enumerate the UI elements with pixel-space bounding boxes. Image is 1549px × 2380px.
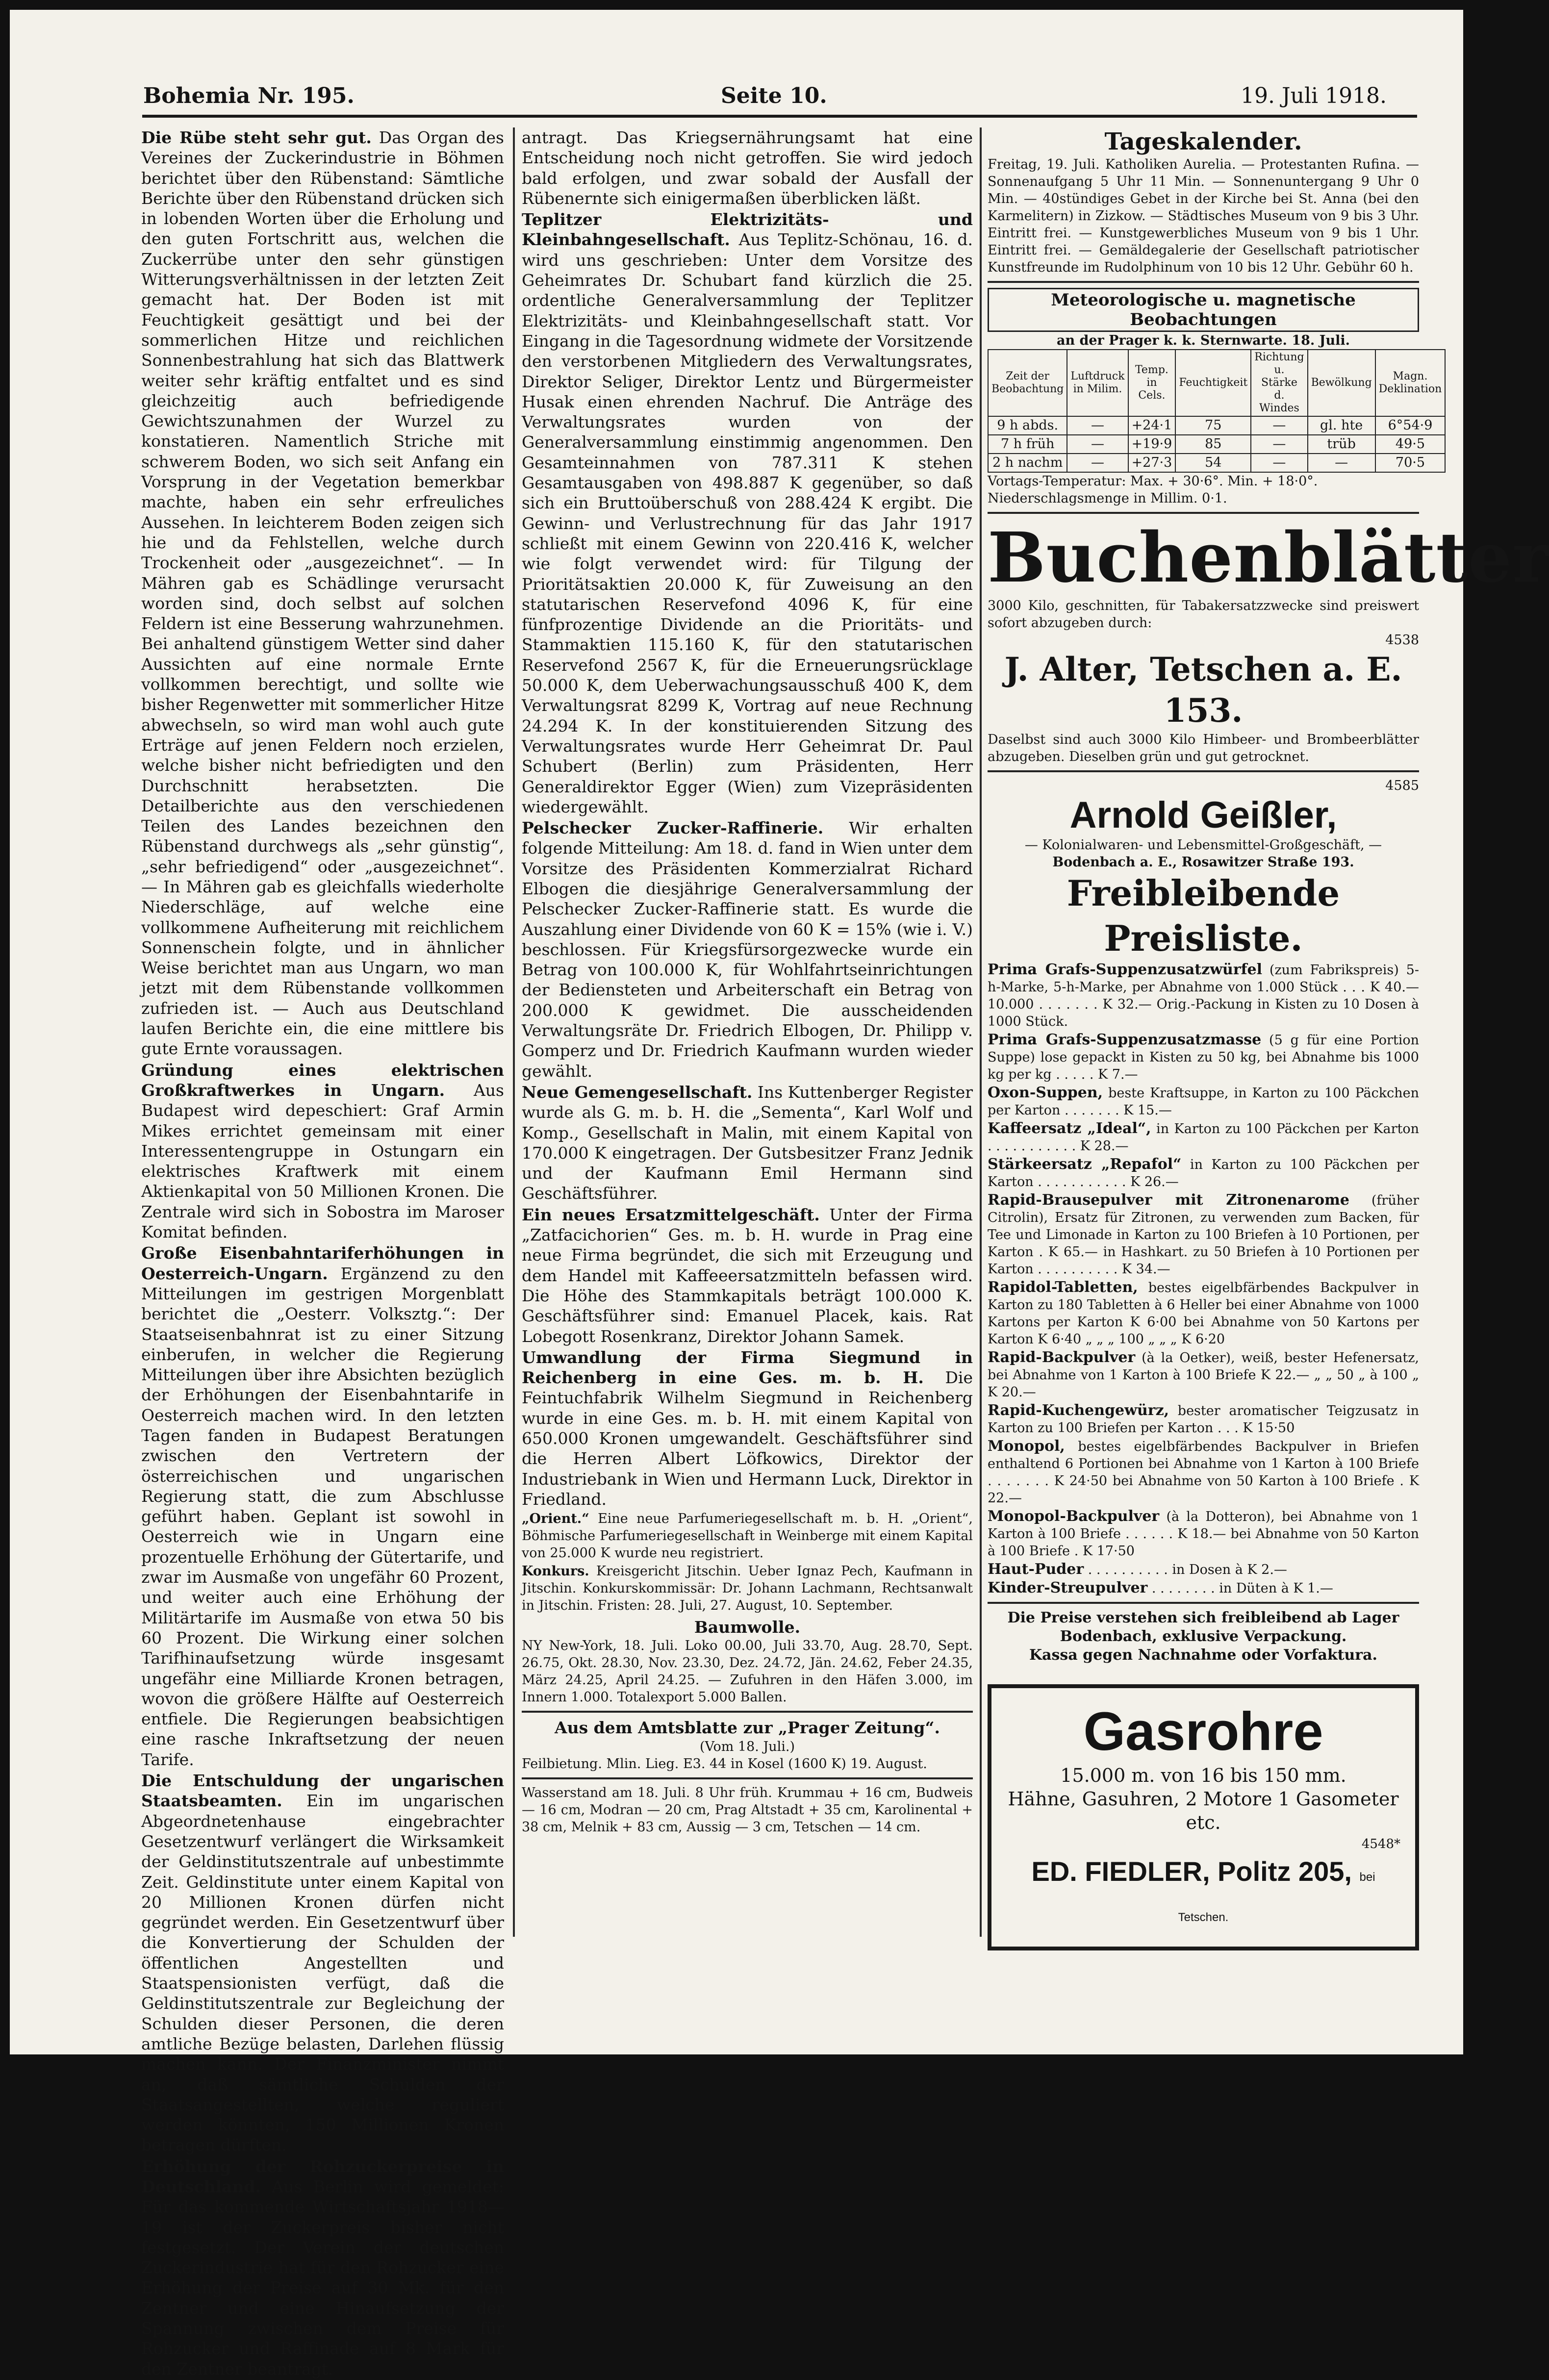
pricelist-footer-payment: Kassa gegen Nachnahme oder Vorfaktura. xyxy=(1029,1646,1377,1664)
article-body: Kreisgericht Jitschin. Ueber Ignaz Pech, Kaufmann in Jitschin. Konkurskommissär: Dr. Johann Lachmann, Rechtsanwalt in Jitschin. Fristen: 28. Juli, 27. August, 10. September. xyxy=(522,1564,973,1614)
newspaper-page xyxy=(10,10,1549,2379)
meteo-header-cell: Zeit der Beobachtung xyxy=(988,350,1067,416)
meteo-cell: gl. hte xyxy=(1308,416,1375,435)
ad-geissler-address: Bodenbach a. E., Rosawitzer Straße 193. xyxy=(1052,855,1354,870)
article-headline: „Orient.“ xyxy=(522,1511,589,1527)
ad-buchenblaetter-text2: Daselbst sind auch 3000 Kilo Himbeer- und Brombeerblätter abzugeben. Dieselben grün und gut getrocknet. xyxy=(988,732,1419,764)
meteo-note-precipitation: Niederschlagsmenge in Millim. 0·1. xyxy=(988,491,1227,506)
separator xyxy=(522,1777,973,1779)
ad-gasrohre-title: Gasrohre xyxy=(1083,1701,1323,1762)
amtsblatt-heading: Aus dem Amtsblatte zur „Prager Zeitung“. xyxy=(555,1718,940,1738)
meteo-cell: trüb xyxy=(1308,435,1375,454)
meteo-cell: 9 h abds. xyxy=(988,416,1067,435)
article-headline: Große Eisenbahntariferhöhungen in Oesterreich-Ungarn. xyxy=(141,1243,504,1283)
article-headline: Die Rübe steht sehr gut. xyxy=(141,128,372,147)
cotton-heading: Baumwolle. xyxy=(694,1618,801,1637)
pricelist-item-name: Kinder-Streupulver xyxy=(988,1579,1148,1596)
pricelist-title: Freibleibende Preisliste. xyxy=(1067,872,1340,959)
meteo-heading: Meteorologische u. magnetische Beobachtungen xyxy=(988,288,1419,332)
pricelist-item xyxy=(988,1031,1419,1083)
meteo-row xyxy=(988,416,1445,435)
header-page-number: Seite 10. xyxy=(721,83,827,108)
column-2-articles xyxy=(522,127,973,1509)
article-headline: Pelschecker Zucker-Raffinerie. xyxy=(522,818,824,838)
pricelist-item-name: Rapid-Backpulver xyxy=(988,1349,1136,1366)
article-headline: Umwandlung der Firma Siegmund in Reichenberg in eine Ges. m. b. H. xyxy=(522,1347,973,1388)
pricelist-item xyxy=(988,1120,1419,1155)
meteo-table xyxy=(988,349,1446,473)
article-body: Aus Teplitz-Schönau, 16. d. wird uns geschrieben: Unter dem Vorsitze des Geheimrates Dr. Schubart fand kürzlich die 25. ordentliche Generalversammlung der Teplitzer Elektrizitäts- und Kleinbahngesellschaft statt. Vor Eingang in die Tagesordnung widmete der Vorsitzende den verstorbenen Mitgliedern des Verwaltungsrates, Direktor Seliger, Direktor Lentz und Bürgermeister Husak einen ehrenden Nachruf. Die Anträge des Verwaltungsrates wurden von der Generalversammlung einstimmig angenommen. Den Gesamteinnahmen von 787.311 K stehen Gesamtausgaben von 498.887 K gegenüber, so daß sich ein Bruttoüberschuß von 288.424 K ergibt. Die Gewinn- und Verlustrechnung für das Jahr 1917 schließt mit einem Gewinn von 220.416 K, welcher wie folgt verwendet wird: für Tilgung der Prioritätsaktien 20.000 K, für Zuweisung an den statutarischen Reservefond 4096 K, für eine fünfprozentige Dividende an die Prioritäts- und Stammaktien 115.160 K, für den statutarischen Reservefond 2567 K, für die Erneuerungsrücklage 50.000 K, dem Ueberwachungsausschuß 400 K, dem Verwaltungsrat 8299 K, Vortrag auf neue Rechnung 24.294 K. In der konstituierenden Sitzung des Verwaltungsrates wurde Herr Geheimrat Dr. Paul Schubert (Berlin) zum Präsidenten, Herr Generaldirektor Egger (Wien) zum Vizepräsidenten wiedergewählt. xyxy=(522,230,973,816)
article xyxy=(141,1060,504,1242)
article-headline: Konkurs. xyxy=(522,1564,589,1579)
pricelist-item-name: Haut-Puder xyxy=(988,1561,1084,1578)
pricelist-item-name: Prima Grafs-Suppenzusatzwürfel xyxy=(988,961,1263,978)
pricelist-item-name: Monopol-Backpulver xyxy=(988,1508,1160,1525)
header-date: 19. Juli 1918. xyxy=(1241,83,1387,108)
ad-gasrohre-line1: 15.000 m. von 16 bis 150 mm. xyxy=(1060,1765,1346,1786)
article-body: Unter der Firma „Zatfacichorien“ Ges. m. b. H. wurde in Prag eine neue Firma begründet, die sich mit Erzeugung und dem Handel mit Kaffeeersatzmitteln befassen wird. Die Höhe des Stammkapitals beträgt 100.000 K. Geschäftsführer sind: Emanuel Placek, kais. Rat Lobegott Rosenkranz, Direktor Johann Samek. xyxy=(522,1205,973,1346)
ad-buchenblaetter-firm: J. Alter, Tetschen a. E. 153. xyxy=(1004,650,1402,730)
article xyxy=(522,1082,973,1204)
meteo-cell: — xyxy=(1067,435,1128,454)
pricelist-item xyxy=(988,1402,1419,1437)
article xyxy=(522,127,973,208)
ad-geissler-code: 4585 xyxy=(1385,778,1419,793)
pricelist-item-name: Prima Grafs-Suppenzusatzmasse xyxy=(988,1031,1262,1048)
calendar-heading: Tageskalender. xyxy=(1104,128,1302,155)
pricelist-item xyxy=(988,1156,1419,1190)
meteo-cell: — xyxy=(1251,435,1307,454)
separator xyxy=(522,1711,973,1713)
column-divider xyxy=(980,127,982,1937)
pricelist-item-text: beste Kraftsuppe, in Karton zu 100 Päckchen per Karton . . . . . . . K 15.— xyxy=(988,1086,1419,1118)
article xyxy=(141,1243,504,1770)
column-3 xyxy=(988,127,1549,1950)
pricelist-item-name: Oxon-Suppen, xyxy=(988,1084,1103,1101)
pricelist-item xyxy=(988,1191,1419,1278)
pricelist-item-text: in Karton zu 100 Päckchen per Karton . . . . . . . . . . . K 28.— xyxy=(988,1121,1420,1154)
meteo-header-cell: Magn. Deklination xyxy=(1375,350,1446,416)
pricelist-item xyxy=(988,1084,1419,1119)
article-body: Das Organ des Vereines der Zuckerindustrie in Böhmen berichtet über den Rübenstand: Sämtliche Berichte über den Rübenstand drücken sich in lobenden Worten über die Erholung und den guten Fortschritt aus, welchen die Zuckerrübe unter den sehr günstigen Witterungsverhältnissen in der letzten Zeit gemacht hat. Der Boden ist mit Feuchtigkeit gesättigt und bei der sommerlichen Hitze und reichlichen Sonnenbestrahlung hat sich das Blattwerk weiter sehr kräftig entfaltet und es sind gleichzeitig auch befriedigende Gewichtszunahmen der Wurzel zu konstatieren. Namentlich Striche mit schwerem Boden, wo sich seit Anfang ein Vorsprung in der Vegetation bemerkbar machte, haben ein sehr erfreuliches Aussehen. In leichterem Boden zeigen sich hie und da Fehlstellen, welche durch Trockenheit oder „ausgezeichnet“. — In Mähren gab es Schädlinge verursacht worden sind, doch selbst auf solchen Feldern ist eine Besserung wahrzunehmen. Bei anhaltend günstigem Wetter sind daher Aussichten auf eine normale Ernte vollkommen berechtigt, und sollte wie bisher Regenwetter mit sommerlicher Hitze abwechseln, so wird man wohl auch gute Erträge auf jenen Feldern noch erzielen, welche bisher nicht befriedigten und den Durchschnitt herabsetzten. Die Detailberichte aus den verschiedenen Teilen des Landes bezeichnen den Rübenstand durchwegs als „sehr günstig“, „sehr befriedigend“ oder „ausgezeichnet“. — In Mähren gab es gleichfalls wiederholte Niederschläge, auf welche eine vollkommene Aufheiterung mit reichlichem Sonnenschein folgte, und in ähnlicher Weise berichtet man aus Ungarn, wo man jetzt mit dem Rübenstande vollkommen zufrieden ist. — Auch aus Deutschland laufen Berichte ein, die eine mittlere bis gute Ernte voraussagen. xyxy=(141,128,504,1059)
meteo-header-cell: Luftdruck in Milim. xyxy=(1067,350,1128,416)
meteo-note-temperature: Vortags-Temperatur: Max. + 30·6°. Min. + 18·0°. xyxy=(988,474,1318,489)
amtsblatt-text: Feilbietung. Mlin. Lieg. E3. 44 in Kosel (1600 K) 19. August. xyxy=(522,1756,927,1772)
separator xyxy=(988,512,1419,514)
pricelist-item-text: (früher Citrolin), Ersatz für Zitronen, zu verwenden zum Backen, für Tee und Limonade in Karton zu 100 Briefen à 10 Portionen, per Karton . K 65.— in Hashkart. zu 50 Briefen à 10 Portionen per Karton . . . . . . . . . . K 34.— xyxy=(988,1193,1419,1277)
article-body: Ergänzend zu den Mitteilungen im gestrigen Morgenblatt berichtet die „Oesterr. Volksztg.“: Der Staatseisenbahnrat ist zu einer Sitzung einberufen, in welcher die Regierung Mitteilungen über ihre Absichten bezüglich der Erhöhungen der Eisenbahntarife in Oesterreich machen wird. In den letzten Tagen fanden in Budapest Beratungen zwischen den Vertretern der österreichischen und ungarischen Regierung statt, die zum Abschlusse geführt haben. Geplant ist sowohl in Oesterreich wie in Ungarn eine prozentuelle Erhöhung der Gütertarife, und zwar im Ausmaße von ungefähr 60 Prozent, und weiter auch eine Erhöhung der Militärtarife im Ausmaße von etwa 50 bis 60 Prozent. Die Wirkung einer solchen Tarifhinaufsetzung würde insgesamt ungefähr eine Milliarde Kronen betragen, wovon die größere Hälfte auf Oesterreich entfiele. Die Regierungen beabsichtigen eine rasche Inkraftsetzung der neuen Tarife. xyxy=(141,1264,504,1769)
article xyxy=(522,1205,973,1346)
meteo-table-header xyxy=(988,350,1445,416)
ad-buchenblaetter-code: 4538 xyxy=(1385,633,1419,648)
meteo-cell: 2 h nachm xyxy=(988,454,1067,472)
meteo-cell: 6°54·9 xyxy=(1375,416,1446,435)
article xyxy=(522,1563,973,1614)
article-body: antragt. Das Kriegsernährungsamt hat eine Entscheidung noch nicht getroffen. Sie wird jedoch bald erfolgen, und zwar sobald der Ausfall der Rübenernte sich einigermaßen überblicken läßt. xyxy=(522,128,973,208)
pricelist-item xyxy=(988,961,1419,1030)
article xyxy=(141,1771,504,2155)
meteo-cell: 49·5 xyxy=(1375,435,1446,454)
article-body: Ein im ungarischen Abgeordnetenhause eingebrachter Gesetzentwurf verlängert die Wirksamkeit der Geldinstitutszentrale auf unbestimmte Zeit. Geldinstitute unter einem Kapital von 20 Millionen Kronen dürfen nicht gegründet werden. Ein Gesetzentwurf über die Konvertierung der Schulden der öffentlichen Angestellten und Staatspensionisten verfügt, daß die Geldinstitutszentrale zur Begleichung der Schulden dieser Personen, die deren amtliche Bezüge belasten, Darlehen flüssig machen kann. Der Finanzminister nimmt an, daß sämtliche Schulden der Staatsangestellten, welche reguliert werden könnten, 150 Millionen Kronen betragen dürften. xyxy=(141,1791,504,2155)
pricelist-item-text: bestes eigelbfärbendes Backpulver in Briefen enthaltend 6 Portionen bei Abnahme von 1 Karton à 100 Briefe . . . . . . . K 24·50 bei Abnahme von 50 Karton à 100 Briefe . K 22.— xyxy=(988,1439,1419,1506)
pricelist-item-name: Monopol, xyxy=(988,1438,1065,1455)
article-body: Ins Kuttenberger Register wurde als G. m. b. H. die „Sementa“, Karl Wolf und Komp., Gesellschaft in Malin, mit einem Kapital von 170.000 K eingetragen. Der Gutsbesitzer Franz Jednik und der Kaufmann Emil Hermann sind Geschäftsführer. xyxy=(522,1082,973,1203)
article-body: Aus Berlin wird gemeldet: Für das kommende Wirtschaftsjahr 1918—19 ist der Zuckerpreis bisher nicht festgesetzt. Der Verein der deutschen Zuckerindustrie hat für den Rohzucker eine Erhöhung der Preise auf 30 Mk. für den Zentner und eine Hinaufsetzung der Spannung zwischen dem Preise für Rohzucker und Raffinade auf 8 Mark für den Zentner beantragt. xyxy=(141,2177,504,2379)
article-headline: Gründung eines elektrischen Großkraftwerkes in Ungarn. xyxy=(141,1060,504,1100)
article-body: Aus Budapest wird depeschiert: Graf Armin Mikes errichtet gemeinsam mit einer Interessentengruppe in Ostungarn ein elektrisches Kraftwerk mit einem Aktienkapital von 50 Millionen Kronen. Die Zentrale wird sich in Sobostra im Maroser Komitat befinden. xyxy=(141,1080,504,1242)
meteo-header-cell: Feuchtigkeit xyxy=(1175,350,1251,416)
pricelist-item-text: . . . . . . . . . . in Dosen à K 2.— xyxy=(1084,1562,1287,1577)
article xyxy=(522,818,973,1081)
pricelist-item-text: (à la Oetker), weiß, bester Hefenersatz, bei Abnahme von 1 Karton à 100 Briefe K 22.— „ „ 50 „ à 100 „ K 20.— xyxy=(988,1350,1419,1400)
article xyxy=(522,1510,973,1562)
ad-geissler-line: — Kolonialwaren- und Lebensmittel-Großgeschäft, — xyxy=(1024,837,1382,853)
pricelist-item xyxy=(988,1508,1419,1560)
meteo-cell: — xyxy=(1308,454,1375,472)
pricelist-item-text: bestes eigelbfärbendes Backpulver in Karton zu 180 Tabletten à 6 Heller bei einer Abnahme von 1000 Kartons per Karton K 6·00 bei Abnahme von 50 Kartons per Karton K 6·40 „ „ „ 100 „ „ „ K 6·20 xyxy=(988,1280,1419,1347)
column-1 xyxy=(141,127,504,2380)
separator xyxy=(988,1602,1419,1604)
ad-gasrohre-firm: ED. FIEDLER, Politz 205, xyxy=(1031,1856,1352,1887)
pricelist-item-text: in Karton zu 100 Päckchen per Karton . . . . . . . . . . . K 26.— xyxy=(988,1157,1419,1190)
article xyxy=(522,209,973,817)
ad-gasrohre-code: 4548* xyxy=(1361,1837,1400,1851)
meteo-row xyxy=(988,435,1445,454)
meteo-cell: — xyxy=(1067,416,1128,435)
meteo-cell: +27·3 xyxy=(1128,454,1176,472)
calendar-text: Freitag, 19. Juli. Katholiken Aurelia. — Protestanten Rufina. — Sonnenaufgang 5 Uhr 11 Min. — Sonnenuntergang 9 Uhr 0 Min. — 40stündiges Gebet in der Kirche bei St. Anna (bei den Karmelitern) in Zizkow. — Städtisches Museum von 9 bis 3 Uhr. Eintritt frei. — Kunstgewerbliches Museum von 9 bis 1 Uhr. Eintritt frei. — Gemäldegalerie der Gesellschaft patriotischer Kunstfreunde im Rudolphinum von 10 bis 12 Uhr. Gebühr 60 h. xyxy=(988,157,1419,275)
column-divider xyxy=(513,127,515,1937)
amtsblatt-date: (Vom 18. Juli.) xyxy=(699,1739,795,1754)
pricelist-item-text: (zum Fabrikspreis) 5-h-Marke, 5-h-Marke, per Abnahme von 1.000 Stück . . . K 40.— 10.000 . . . . . . . K 32.— Orig.-Packung in Kisten zu 10 Dosen à 1000 Stück. xyxy=(988,962,1419,1029)
header-rule xyxy=(142,115,1417,118)
pricelist-item-name: Stärkeersatz „Repafol“ xyxy=(988,1156,1182,1173)
article-body: Wir erhalten folgende Mitteilung: Am 18. d. fand in Wien unter dem Vorsitze des Präsidenten Kommerzialrat Richard Elbogen die diesjährige Generalversammlung der Pelschecker Zucker-Raffinerie statt. Es wurde die Auszahlung einer Dividende von 60 K = 15% (wie i. V.) beschlossen. Für Kriegsfürsorgezwecke wurde ein Betrag von 100.000 K, für Wohlfahrtseinrichtungen der Bediensteten und Arbeiterschaft ein Betrag von 200.000 K gewidmet. Die ausscheidenden Verwaltungsräte Dr. Friedrich Elbogen, Dr. Philipp v. Gomperz und Dr. Friedrich Kaufmann wurden wieder gewählt. xyxy=(522,818,973,1081)
separator xyxy=(988,770,1419,772)
ad-gasrohre-line2: Hähne, Gasuhren, 2 Motore 1 Gasometer etc. xyxy=(1008,1788,1399,1833)
water-level-report: Wasserstand am 18. Juli. 8 Uhr früh. Krummau + 16 cm, Budweis — 16 cm, Modran — 20 cm, Prag Altstadt + 35 cm, Karolinental + 38 cm, Melnik + 83 cm, Aussig — 3 cm, Tetschen — 14 cm. xyxy=(522,1785,973,1835)
article-headline: Erhöhung der Rohzuckerpreise in Deutschland. xyxy=(141,2156,504,2196)
article-headline: Die Entschuldung der ungarischen Staatsbeamten. xyxy=(141,1771,504,1811)
article-body: Die Feintuchfabrik Wilhelm Siegmund in Reichenberg wurde in eine Ges. m. b. H. mit einem Kapital von 650.000 Kronen umgewandelt. Geschäftsführer sind die Herren Albert Löfkowics, Direktor der Industriebank in Wien und Hermann Luck, Direktor in Friedland. xyxy=(522,1368,973,1509)
pricelist-item xyxy=(988,1579,1419,1597)
pricelist-item xyxy=(988,1561,1419,1578)
meteo-cell: — xyxy=(1251,416,1307,435)
separator xyxy=(988,281,1419,283)
ad-buchenblaetter-text: 3000 Kilo, geschnitten, für Tabakersatzzwecke sind preiswert sofort abzugeben durch: xyxy=(988,598,1419,631)
article-headline: Neue Gemengesellschaft. xyxy=(522,1082,753,1102)
article xyxy=(141,2156,504,2379)
meteo-header-cell: Richtung u. Stärke d. Windes xyxy=(1251,350,1307,416)
column-2-notices xyxy=(522,1510,973,1614)
meteo-header-cell: Temp. in Cels. xyxy=(1128,350,1176,416)
article-headline: Ein neues Ersatzmittelgeschäft. xyxy=(522,1205,820,1224)
pricelist-item xyxy=(988,1349,1419,1401)
pricelist-item-text: . . . . . . . . in Düten à K 1.— xyxy=(1147,1581,1333,1596)
meteo-header-cell: Bewölkung xyxy=(1308,350,1375,416)
article xyxy=(522,1347,973,1509)
meteo-row xyxy=(988,454,1445,472)
pricelist-item-text: (5 g für eine Portion Suppe) lose gepackt in Kisten zu 50 kg, bei Abnahme bis 1000 kg per kg . . . . . K 7.— xyxy=(988,1033,1419,1082)
meteo-cell: — xyxy=(1067,454,1128,472)
article xyxy=(141,127,504,1059)
pricelist-item xyxy=(988,1279,1419,1348)
meteo-cell: 7 h früh xyxy=(988,435,1067,454)
meteo-cell: 54 xyxy=(1175,454,1251,472)
pricelist-item-name: Kaffeersatz „Ideal“, xyxy=(988,1120,1151,1137)
ad-geissler-name: Arnold Geißler, xyxy=(1069,794,1337,836)
pricelist-item xyxy=(988,1438,1419,1507)
ad-gasrohre xyxy=(988,1684,1419,1950)
cotton-report: NY New-York, 18. Juli. Loko 00.00, Juli 33.70, Aug. 28.70, Sept. 26.75, Okt. 28.30, Nov. 23.30, Dez. 24.72, Jän. 24.62, Feber 24.35, März 24.25, April 24.25. — Zufuhren in den Häfen 3.000, im Innern 1.000. Totalexport 5.000 Ballen. xyxy=(522,1638,973,1705)
column-2 xyxy=(522,127,973,1836)
pricelist-item-name: Rapid-Brausepulver mit Zitronenarome xyxy=(988,1191,1350,1209)
pricelist-item-text: (à la Dotteron), bei Abnahme von 1 Karton à 100 Briefe . . . . . . K 18.— bei Abnahme von 50 Karton à 100 Briefe . K 17·50 xyxy=(988,1509,1419,1559)
ad-gasrohre-location: bei Tetschen. xyxy=(1178,1871,1375,1924)
meteo-cell: 75 xyxy=(1175,416,1251,435)
header-issue: Bohemia Nr. 195. xyxy=(143,83,355,108)
ad-buchenblaetter-title: Buchenblätter xyxy=(988,518,1549,598)
meteo-cell: +24·1 xyxy=(1128,416,1176,435)
article-headline: Teplitzer Elektrizitäts- und Kleinbahngesellschaft. xyxy=(522,210,973,250)
pricelist-item-text: bester aromatischer Teigzusatz in Karton zu 100 Briefen per Karton . . . K 15·50 xyxy=(988,1403,1419,1436)
pricelist-footer-terms: Die Preise verstehen sich freibleibend ab Lager Bodenbach, exklusive Verpackung. xyxy=(1007,1609,1399,1645)
meteo-cell: — xyxy=(1251,454,1307,472)
pricelist-item-name: Rapid-Kuchengewürz, xyxy=(988,1402,1169,1419)
pricelist-items xyxy=(988,961,1419,1597)
pricelist-item-name: Rapidol-Tabletten, xyxy=(988,1279,1138,1296)
article-body: Eine neue Parfumeriegesellschaft m. b. H. „Orient“, Böhmische Parfumeriegesellschaft in Weinberge mit einem Kapital von 25.000 K wurde neu registriert. xyxy=(522,1511,973,1561)
meteo-cell: +19·9 xyxy=(1128,435,1176,454)
meteo-subheading: an der Prager k. k. Sternwarte. 18. Juli. xyxy=(1056,333,1350,348)
meteo-cell: 85 xyxy=(1175,435,1251,454)
meteo-cell: 70·5 xyxy=(1375,454,1446,472)
